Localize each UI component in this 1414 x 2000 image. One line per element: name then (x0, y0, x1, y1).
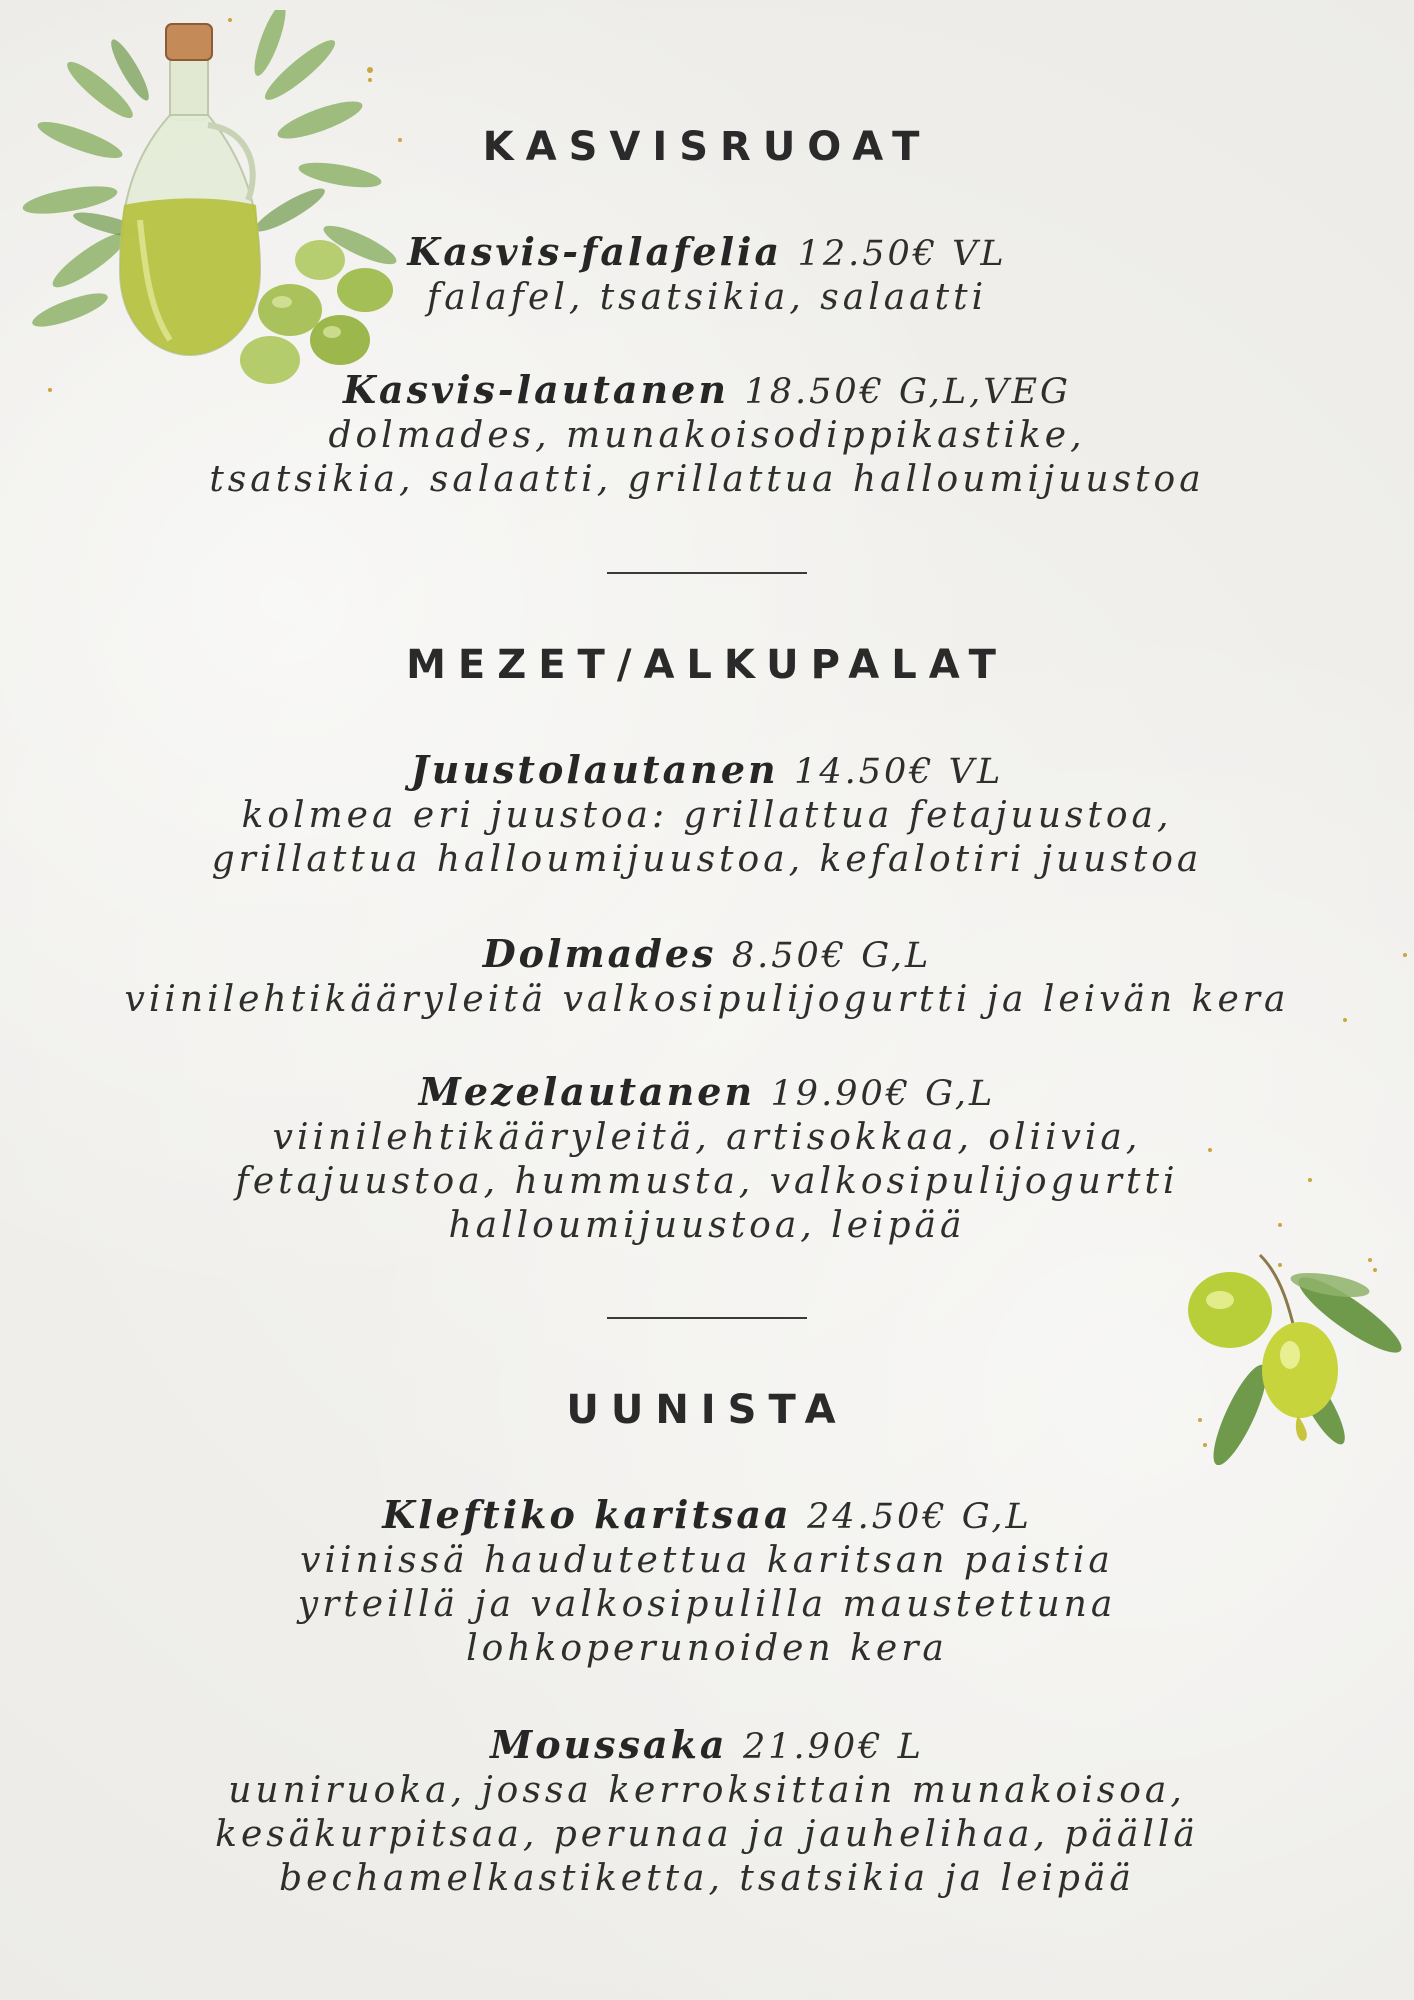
menu-item-description: kesäkurpitsaa, perunaa ja jauhelihaa, päällä (215, 1814, 1199, 1855)
menu-item-name: Dolmades (482, 931, 717, 976)
menu-item-description: falafel, tsatsikia, salaatti (426, 277, 988, 318)
menu-item-description: viinilehtikääryleitä, artisokkaa, oliivia, (272, 1117, 1142, 1158)
menu-item-description: tsatsikia, salaatti, grillattua halloumijuustoa (209, 459, 1205, 500)
menu-item-description: grillattua halloumijuustoa, kefalotiri juustoa (211, 839, 1203, 880)
section-title-kasvisruoat: KASVISRUOAT (482, 124, 932, 170)
menu-item-name: Kasvis-lautanen (342, 367, 729, 412)
menu-item-price: 21.90€ L (743, 1727, 924, 1767)
menu-item-mezelautanen (0, 1070, 1414, 1248)
menu-item-price: 18.50€ G,L,VEG (744, 372, 1072, 412)
menu-item-price: 19.90€ G,L (770, 1074, 996, 1114)
menu-item-name: Mezelautanen (418, 1069, 756, 1114)
menu-item-juustolautanen (0, 748, 1414, 882)
menu-item-price: 24.50€ G,L (807, 1497, 1032, 1537)
menu-item-description: halloumijuustoa, leipää (448, 1205, 966, 1246)
menu-item-price: 12.50€ VL (797, 234, 1007, 274)
section-title-mezet-alkupalat: MEZET/ALKUPALAT (406, 642, 1008, 688)
section-divider (607, 1317, 807, 1319)
menu-item-description: dolmades, munakoisodippikastike, (328, 415, 1086, 456)
menu-item-description: bechamelkastiketta, tsatsikia ja leipää (279, 1858, 1135, 1899)
menu-item-description: viinissä haudutettua karitsan paistia (300, 1540, 1114, 1581)
menu-item-description: fetajuustoa, hummusta, valkosipulijogurtti (235, 1161, 1179, 1202)
menu-item-name: Kleftiko karitsaa (382, 1492, 792, 1537)
menu-item-kasvis-falafelia (0, 230, 1414, 320)
menu-item-description: kolmea eri juustoa: grillattua fetajuustoa, (241, 795, 1173, 836)
menu-item-header (0, 1723, 1414, 1769)
menu-item-header (0, 932, 1414, 978)
section-divider (607, 572, 807, 574)
menu-item-description: yrteillä ja valkosipulilla maustettuna (297, 1584, 1117, 1625)
menu-item-name: Kasvis-falafelia (407, 229, 783, 274)
menu-item-kleftiko-karitsaa (0, 1493, 1414, 1671)
menu-item-header (0, 368, 1414, 414)
menu-item-header (0, 230, 1414, 276)
section-title-uunista: UUNISTA (566, 1387, 848, 1433)
menu-item-price: 14.50€ VL (794, 752, 1004, 792)
menu-item-header (0, 1070, 1414, 1116)
menu-item-price: 8.50€ G,L (731, 936, 932, 976)
menu-item-name: Juustolautanen (410, 747, 779, 792)
menu-item-description: lohkoperunoiden kera (466, 1628, 948, 1669)
menu-item-name: Moussaka (490, 1722, 728, 1767)
menu-item-description: uuniruoka, jossa kerroksittain munakoisoa, (228, 1770, 1186, 1811)
menu-item-header (0, 748, 1414, 794)
menu-item-dolmades (0, 932, 1414, 1022)
menu-item-description: viinilehtikääryleitä valkosipulijogurtti ja leivän kera (124, 979, 1290, 1020)
menu-item-kasvis-lautanen (0, 368, 1414, 502)
menu-item-header (0, 1493, 1414, 1539)
menu-item-moussaka (0, 1723, 1414, 1901)
